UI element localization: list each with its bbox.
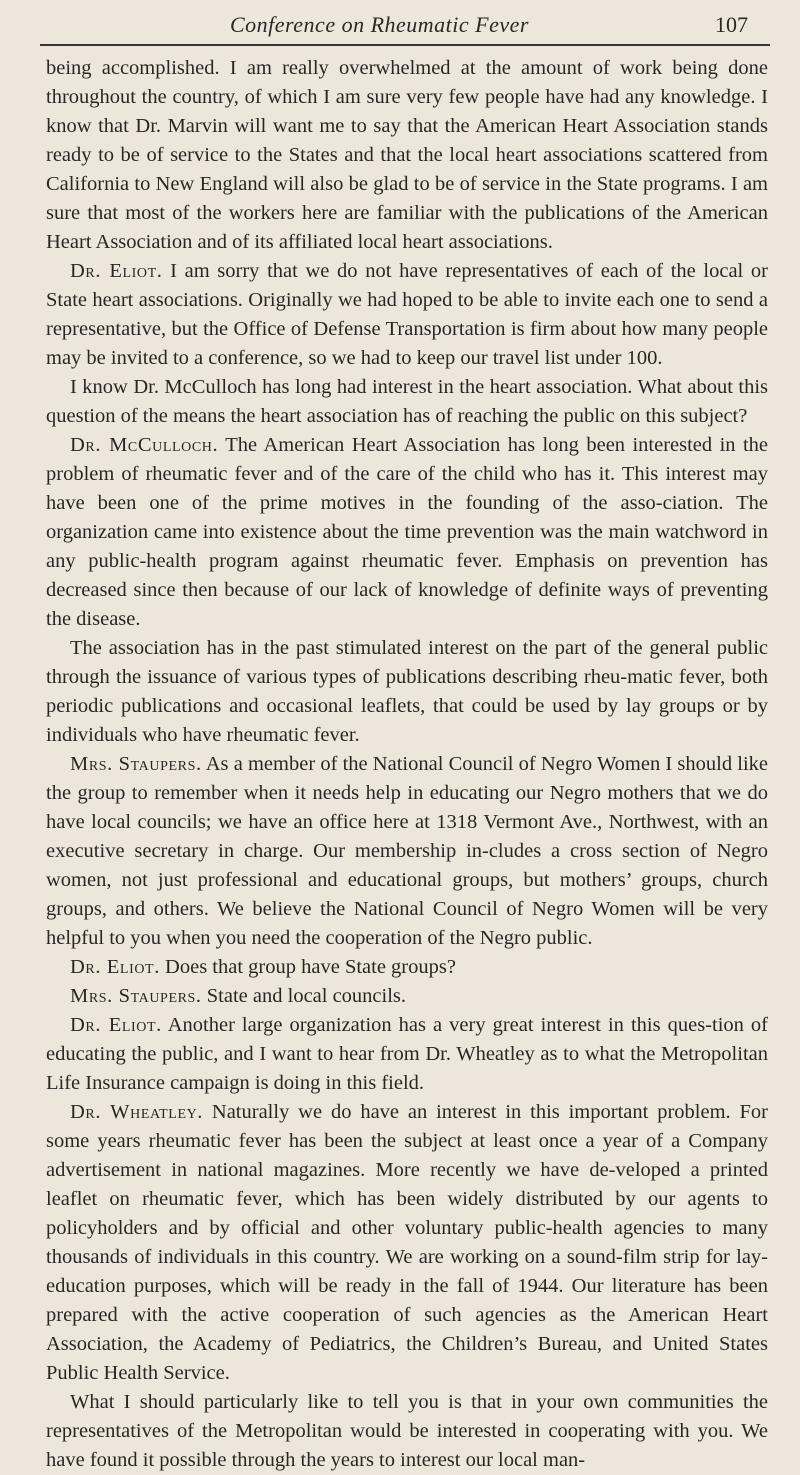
paragraph-dr-eliot-3 — [46, 1011, 768, 1098]
running-header — [0, 8, 800, 44]
paragraph-text: Naturally we do have an interest in this important problem. For some years rheumatic fever has been the subject at least once a year of a Company advertisement in national magazines. More recently we have de-veloped a printed leaflet on rheumatic fever, which has been widely distributed by our agents to policyholders and by official and other voluntary public-health agencies to many thousands of individuals in this country. We are working on a sound-film strip for lay-education purposes, which will be ready in the fall of 1944. Our literature has been prepared with the active cooperation of such agencies as the American Heart Association, the Academy of Pediatrics, the Children’s Bureau, and United States Public Health Service. — [46, 1101, 768, 1384]
paragraph-question — [46, 373, 768, 431]
page-number: 107 — [715, 12, 748, 37]
paragraph-text: being accomplished. I am really overwhelmed at the amount of work being done throughout the country, of which I am sure very few people have had any knowledge. I know that Dr. Marvin will want me to say that the American Heart Association stands ready to be of service to the States and that the local heart associations scattered from California to New England will also be glad to be of service in the State programs. I am sure that most of the workers here are familiar with the publications of the American Heart Association and of its affiliated local heart associations. — [46, 57, 768, 253]
speaker-name: Mrs. Staupers. — [70, 753, 202, 775]
speaker-name: Dr. Eliot. — [70, 1014, 162, 1036]
speaker-name: Mrs. Staupers. — [70, 985, 202, 1007]
paragraph-text: Another large organization has a very great interest in this ques-tion of educating the public, and I want to hear from Dr. Wheatley as to what the Metropolitan Life Insurance campaign is doing in this field. — [46, 1014, 768, 1094]
speaker-name: Dr. Eliot. — [70, 260, 163, 282]
paragraph-communities — [46, 1388, 768, 1475]
paragraph-text: As a member of the National Council of Negro Women I should like the group to remember when it needs help in educating our Negro mothers that we do have local councils; we have an office here at 1318 Vermont Ave., Northwest, with an executive secretary in charge. Our membership in-cludes a cross section of Negro women, not just professional and educational groups, but mothers’ groups, church groups, and others. We believe the National Council of Negro Women will be very helpful to you when you need the cooperation of the Negro public. — [46, 753, 768, 949]
paragraph-continuation — [46, 54, 768, 257]
paragraph-dr-wheatley — [46, 1098, 768, 1388]
paragraph-text: I know Dr. McCulloch has long had interest in the heart association. What about this question of the means the heart association has of reaching the public on this subject? — [46, 376, 768, 427]
speaker-name: Dr. Wheatley. — [70, 1101, 204, 1123]
header-rule — [40, 44, 770, 46]
paragraph-text: What I should particularly like to tell you is that in your own communities the representatives of the Metropolitan would be interested in cooperating with you. We have found it possible through the years to interest our local man- — [46, 1391, 768, 1471]
paragraph-text: State and local councils. — [201, 985, 407, 1007]
speaker-name: Dr. Eliot. — [70, 956, 160, 978]
paragraph-text: Does that group have State groups? — [159, 956, 456, 978]
paragraph-text: The American Heart Association has long been interested in the problem of rheumatic fever and of the care of the child who has it. This interest may have been one of the prime motives in the founding of the asso-ciation. The organization came into existence about the time prevention was the main watchword in any public-health program against rheumatic fever. Emphasis on prevention has decreased since then because of our lack of knowledge of definite ways of preventing the disease. — [46, 434, 768, 630]
paragraph-text: I am sorry that we do not have representatives of each of the local or State heart associations. Originally we had hoped to be able to invite each one to send a representative, but the Office of Defense Transportation is firm about how many people may be invited to a conference, so we had to keep our travel list under 100. — [46, 260, 768, 369]
paragraph-text: The association has in the past stimulated interest on the part of the general public through the issuance of various types of publications describing rheu-matic fever, both periodic publications and occasional leaflets, that could be used by lay groups or by individuals who have rheumatic fever. — [46, 637, 768, 746]
paragraph-association — [46, 634, 768, 750]
paragraph-mrs-staupers-2 — [46, 982, 768, 1011]
body-text — [46, 54, 768, 1475]
paragraph-dr-eliot-1 — [46, 257, 768, 373]
running-title: Conference on Rheumatic Fever — [230, 12, 529, 37]
paragraph-mrs-staupers-1 — [46, 750, 768, 953]
speaker-name: Dr. McCulloch. — [70, 434, 219, 456]
paragraph-dr-eliot-2 — [46, 953, 768, 982]
paragraph-dr-mcculloch — [46, 431, 768, 634]
